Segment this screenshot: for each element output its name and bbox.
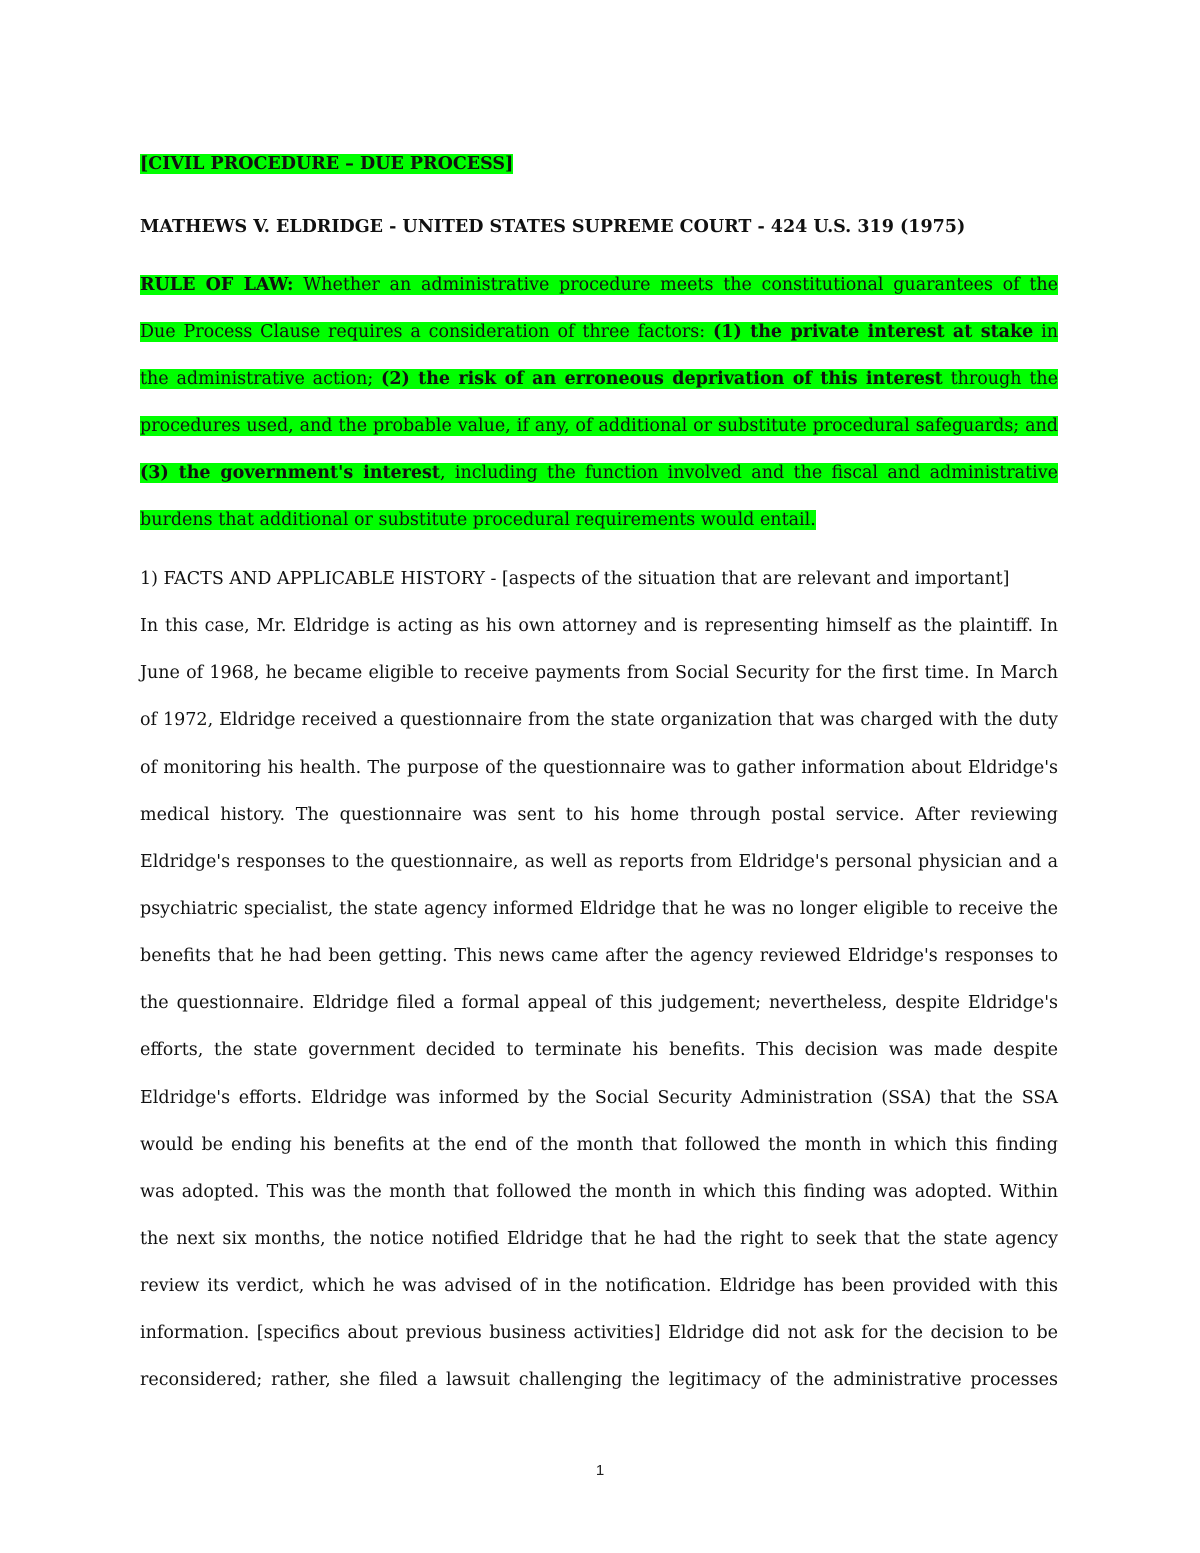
body-line: review its verdict, which he was advised of in the notification. Eldridge has been provided with this bbox=[140, 1276, 1058, 1296]
body-line: benefits that he had been getting. This news came after the agency reviewed Eldridge's responses to bbox=[140, 946, 1058, 966]
body-line: June of 1968, he became eligible to receive payments from Social Security for the first time. In March bbox=[140, 663, 1058, 683]
body-line: medical history. The questionnaire was sent to his home through postal service. After reviewing bbox=[140, 805, 1058, 825]
rule-of-law-highlight bbox=[140, 322, 1058, 342]
body-line: In this case, Mr. Eldridge is acting as his own attorney and is representing himself as the plaintiff. In bbox=[140, 616, 1058, 636]
rule-of-law-text: through the bbox=[942, 369, 1058, 389]
body-line: psychiatric specialist, the state agency informed Eldridge that he was no longer eligible to receive the bbox=[140, 899, 1058, 919]
rule-of-law-label: RULE OF LAW: bbox=[140, 275, 294, 295]
rule-of-law-text: burdens that additional or substitute procedural requirements would entail. bbox=[140, 510, 816, 530]
body-line: reconsidered; rather, she filed a lawsuit challenging the legitimacy of the administrative processes bbox=[140, 1370, 1058, 1390]
body-line: Eldridge's responses to the questionnaire, as well as reports from Eldridge's personal physician and a bbox=[140, 852, 1058, 872]
rule-of-law-line bbox=[140, 508, 1058, 532]
rule-of-law-text: in bbox=[1033, 322, 1058, 342]
body-line: efforts, the state government decided to terminate his benefits. This decision was made despite bbox=[140, 1040, 1058, 1060]
body-line: would be ending his benefits at the end of the month that followed the month in which this finding bbox=[140, 1135, 1058, 1155]
rule-of-law-highlight bbox=[140, 416, 1058, 436]
page-number: 1 bbox=[595, 1462, 605, 1479]
rule-of-law-text: procedures used, and the probable value, if any, of additional or substitute procedural safeguards; and bbox=[140, 416, 1058, 436]
rule-of-law-line bbox=[140, 273, 1058, 297]
rule-factor-one: (1) the private interest at stake bbox=[713, 322, 1034, 342]
rule-of-law-text: Due Process Clause requires a consideration of three factors: bbox=[140, 322, 713, 342]
rule-of-law-line bbox=[140, 367, 1058, 391]
body-line: the next six months, the notice notified Eldridge that he had the right to seek that the state agency bbox=[140, 1229, 1058, 1249]
rule-of-law-highlight bbox=[140, 463, 1058, 483]
rule-of-law-text: , including the function involved and the fiscal and administrative bbox=[439, 463, 1058, 483]
body-line: of monitoring his health. The purpose of the questionnaire was to gather information about Eldridge's bbox=[140, 758, 1058, 778]
rule-of-law-line bbox=[140, 414, 1058, 438]
rule-of-law-line bbox=[140, 461, 1058, 485]
rule-of-law-line bbox=[140, 320, 1058, 344]
facts-heading: 1) FACTS AND APPLICABLE HISTORY - [aspects of the situation that are relevant and important] bbox=[140, 569, 1010, 589]
rule-of-law-text: Whether an administrative procedure meets the constitutional guarantees of the bbox=[293, 275, 1058, 295]
rule-factor-two: (2) the risk of an erroneous deprivation of this interest bbox=[381, 369, 943, 389]
rule-factor-three: (3) the government's interest bbox=[140, 463, 440, 483]
rule-of-law-highlight bbox=[140, 510, 816, 530]
case-title: MATHEWS V. ELDRIDGE - UNITED STATES SUPREME COURT - 424 U.S. 319 (1975) bbox=[140, 217, 966, 237]
section-heading-text: [CIVIL PROCEDURE – DUE PROCESS] bbox=[140, 154, 514, 174]
body-line: information. [specifics about previous business activities] Eldridge did not ask for the decision to be bbox=[140, 1323, 1058, 1343]
section-heading bbox=[140, 152, 1058, 176]
body-line: was adopted. This was the month that followed the month in which this finding was adopted. Within bbox=[140, 1182, 1058, 1202]
rule-of-law-highlight bbox=[140, 369, 1058, 389]
body-line: the questionnaire. Eldridge filed a formal appeal of this judgement; nevertheless, despite Eldridge's bbox=[140, 993, 1058, 1013]
rule-of-law-highlight bbox=[140, 275, 1058, 295]
body-line: of 1972, Eldridge received a questionnaire from the state organization that was charged with the duty bbox=[140, 710, 1058, 730]
rule-of-law-text: the administrative action; bbox=[140, 369, 382, 389]
body-line: Eldridge's efforts. Eldridge was informed by the Social Security Administration (SSA) that the SSA bbox=[140, 1088, 1058, 1108]
